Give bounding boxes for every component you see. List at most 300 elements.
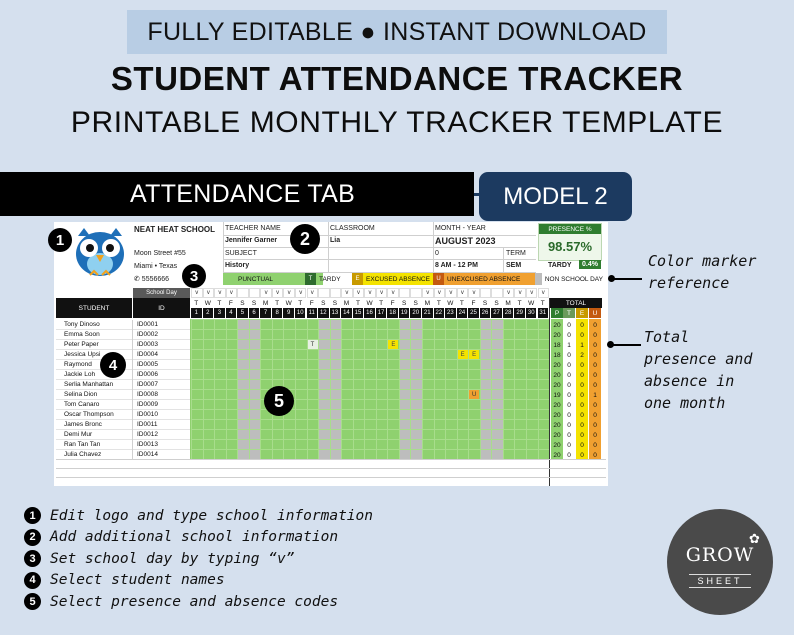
total-e-value: 0 xyxy=(580,361,584,369)
attendance-mark[interactable]: E xyxy=(458,350,468,359)
school-name[interactable]: NEAT HEAT SCHOOL xyxy=(134,225,216,234)
total-annotation: Total presence and absence in one month xyxy=(644,328,753,412)
day-column-header xyxy=(514,298,526,318)
total-t-value: 0 xyxy=(567,371,571,379)
day-number: 27 xyxy=(493,310,500,316)
total-u-value: 0 xyxy=(593,411,597,419)
school-day-cell[interactable]: v xyxy=(353,288,365,298)
total-p-value: 20 xyxy=(553,371,561,379)
top-banner: FULLY EDITABLE ● INSTANT DOWNLOAD xyxy=(127,10,667,54)
school-day-cell[interactable]: v xyxy=(468,288,480,298)
day-column-header xyxy=(457,298,469,318)
step-1 xyxy=(24,505,373,527)
total-u-header: U xyxy=(589,308,601,318)
school-day-cell[interactable] xyxy=(480,288,492,298)
total-p-value: 19 xyxy=(553,391,561,399)
school-day-cell[interactable]: v xyxy=(526,288,538,298)
total-u-value: 0 xyxy=(593,381,597,389)
school-day-cell[interactable] xyxy=(399,288,411,298)
student-id: ID0011 xyxy=(132,420,190,430)
day-number: 8 xyxy=(272,308,283,318)
school-day-cell[interactable]: v xyxy=(272,288,284,298)
day-number: 4 xyxy=(226,308,237,318)
total-t-value: 0 xyxy=(567,441,571,449)
weekday-label: M xyxy=(341,298,352,308)
day-number: 5 xyxy=(237,308,248,318)
bubble-3: 3 xyxy=(182,264,206,288)
student-id: ID0013 xyxy=(132,440,190,450)
student-id: ID0002 xyxy=(132,330,190,340)
student-name[interactable]: Peter Paper xyxy=(64,341,99,348)
school-day-cell[interactable]: v xyxy=(387,288,399,298)
total-p-value: 18 xyxy=(553,351,561,359)
total-u-value: 0 xyxy=(593,331,597,339)
student-row[interactable] xyxy=(56,440,190,450)
total-e-value: 2 xyxy=(580,351,584,359)
grid-hline xyxy=(191,439,549,440)
weekday-label: T xyxy=(191,298,202,308)
day-number: 9 xyxy=(283,308,294,318)
school-day-cell[interactable] xyxy=(237,288,249,298)
day-number: 10 xyxy=(296,310,304,316)
unexcused-code: U xyxy=(433,273,444,285)
day-column-header xyxy=(283,298,295,318)
grow-sheet-logo xyxy=(667,509,773,615)
attendance-mark[interactable]: T xyxy=(308,340,318,349)
owl-logo-icon[interactable] xyxy=(70,226,130,280)
day-column-header xyxy=(410,298,422,318)
school-day-cell[interactable]: v xyxy=(434,288,446,298)
excused-label: EXCUSED ABSENCE xyxy=(366,275,430,283)
school-day-cell[interactable]: v xyxy=(376,288,388,298)
total-e-value: 0 xyxy=(580,441,584,449)
grid-hline xyxy=(191,429,549,430)
total-u-value: 0 xyxy=(593,401,597,409)
attendance-mark[interactable]: E xyxy=(388,340,398,349)
month-value[interactable]: AUGUST 2023 xyxy=(435,236,496,246)
school-day-cell[interactable]: v xyxy=(295,288,307,298)
step-2-number: 2 xyxy=(24,529,41,546)
weekday-label: W xyxy=(283,298,294,308)
weekday-label: T xyxy=(295,298,306,308)
student-name[interactable]: Emma Soon xyxy=(64,331,100,338)
school-day-cell[interactable]: v xyxy=(226,288,238,298)
day-column-header xyxy=(480,298,492,318)
teacher-label: TEACHER NAME xyxy=(225,225,281,232)
grid-hline xyxy=(191,369,549,370)
sem-value[interactable]: SEM xyxy=(506,262,522,269)
step-5 xyxy=(24,591,373,613)
day-number: 13 xyxy=(331,310,339,316)
tardy-label: TARDY xyxy=(548,262,572,269)
total-t-value: 0 xyxy=(567,331,571,339)
weekday-label: F xyxy=(307,298,318,308)
day-column-header xyxy=(330,298,342,318)
total-e-value: 0 xyxy=(580,391,584,399)
tardy-legend-label: TARDY xyxy=(319,275,341,283)
unexcused-label: UNEXCUSED ABSENCE xyxy=(447,275,521,283)
school-day-cell[interactable]: v xyxy=(260,288,272,298)
day-column-header xyxy=(503,298,515,318)
school-day-cell[interactable] xyxy=(249,288,261,298)
day-column-header xyxy=(272,298,284,318)
total-t-value: 0 xyxy=(567,421,571,429)
step-4-text: Select student names xyxy=(50,572,225,589)
day-number: 15 xyxy=(354,310,362,316)
school-day-cell[interactable]: v xyxy=(307,288,319,298)
weekday-label: T xyxy=(376,298,387,308)
school-day-cell[interactable] xyxy=(410,288,422,298)
color-marker-pointer xyxy=(614,278,642,280)
step-4 xyxy=(24,570,373,592)
total-header: TOTAL xyxy=(550,298,602,308)
school-day-cell[interactable] xyxy=(318,288,330,298)
day-number: 1 xyxy=(191,308,202,318)
model-badge[interactable]: MODEL 2 xyxy=(479,172,632,221)
total-t-value: 0 xyxy=(567,451,571,459)
day-number: 20 xyxy=(412,310,420,316)
step-4-number: 4 xyxy=(24,572,41,589)
step-1-text: Edit logo and type school information xyxy=(50,507,374,524)
total-u-value: 0 xyxy=(593,321,597,329)
day-column-header xyxy=(237,298,249,318)
total-p-value: 20 xyxy=(553,441,561,449)
grid-hline xyxy=(191,389,549,390)
grid-hline xyxy=(191,329,549,330)
bubble-1: 1 xyxy=(48,228,72,252)
student-row[interactable] xyxy=(56,330,190,340)
non-school-label: NON SCHOOL DAY xyxy=(544,275,603,283)
student-name[interactable]: Serlia Manhattan xyxy=(64,381,114,388)
legend-excused xyxy=(352,273,433,285)
total-u-value: 0 xyxy=(593,341,597,349)
step-3 xyxy=(24,548,373,570)
weekday-label: S xyxy=(399,298,410,308)
school-day-cell[interactable]: v xyxy=(503,288,515,298)
school-day-cell[interactable]: v xyxy=(341,288,353,298)
student-id: ID0003 xyxy=(132,340,190,350)
total-e-value: 0 xyxy=(580,411,584,419)
day-column-header xyxy=(468,298,480,318)
total-e-value: 0 xyxy=(580,381,584,389)
blank-row-line xyxy=(56,468,606,469)
school-day-label: School Day xyxy=(133,288,190,298)
total-u-value: 0 xyxy=(593,421,597,429)
day-column-header xyxy=(260,298,272,318)
day-column-header xyxy=(214,298,226,318)
day-column-header xyxy=(538,298,550,318)
attendance-mark[interactable]: U xyxy=(469,390,479,399)
zero-value[interactable]: 0 xyxy=(435,250,439,257)
school-day-cell[interactable]: v xyxy=(283,288,295,298)
total-t-value: 0 xyxy=(567,361,571,369)
punctual-swatch xyxy=(223,273,235,285)
student-id: ID0010 xyxy=(132,410,190,420)
total-e-value: 0 xyxy=(580,451,584,459)
day-number: 17 xyxy=(377,310,385,316)
total-p-value: 20 xyxy=(553,361,561,369)
total-t-value: 0 xyxy=(567,391,571,399)
day-column-header xyxy=(341,298,353,318)
weekday-label: S xyxy=(480,298,491,308)
total-e-value: 0 xyxy=(580,331,584,339)
school-phone[interactable]: ✆ 5556666 xyxy=(134,276,170,283)
day-column-header xyxy=(491,298,503,318)
weekday-label: S xyxy=(410,298,421,308)
total-e-value: 1 xyxy=(580,341,584,349)
weekday-label: T xyxy=(434,298,445,308)
day-column-header xyxy=(226,298,238,318)
weekday-label: T xyxy=(538,298,549,308)
student-header: STUDENT xyxy=(56,298,132,318)
school-day-cell[interactable]: v xyxy=(457,288,469,298)
total-p-value: 20 xyxy=(553,401,561,409)
student-row[interactable] xyxy=(56,390,190,400)
student-row[interactable] xyxy=(56,380,190,390)
step-3-text: Set school day by typing “v” xyxy=(50,550,295,567)
day-number: 14 xyxy=(343,310,350,316)
legend-non-school xyxy=(535,273,606,285)
school-day-cell[interactable]: v xyxy=(203,288,215,298)
student-row[interactable] xyxy=(56,420,190,430)
bubble-4: 4 xyxy=(100,352,126,378)
student-name[interactable]: Julia Chavez xyxy=(64,451,102,458)
weekday-label: W xyxy=(445,298,456,308)
time-value[interactable]: 8 AM - 12 PM xyxy=(435,262,478,269)
total-e-value: 0 xyxy=(580,371,584,379)
step-1-number: 1 xyxy=(24,507,41,524)
student-name[interactable]: Demi Mur xyxy=(64,431,93,438)
student-id: ID0006 xyxy=(132,370,190,380)
grid-hline xyxy=(191,419,549,420)
blank-row-line xyxy=(56,477,606,478)
school-day-cell[interactable]: v xyxy=(422,288,434,298)
total-u-value: 0 xyxy=(593,371,597,379)
presence-box xyxy=(538,223,602,261)
day-column-header xyxy=(318,298,330,318)
school-day-cell[interactable]: v xyxy=(538,288,550,298)
student-id: ID0012 xyxy=(132,430,190,440)
student-id: ID0007 xyxy=(132,380,190,390)
day-number: 25 xyxy=(470,310,477,316)
weekday-label: S xyxy=(249,298,260,308)
day-number: 26 xyxy=(481,310,489,316)
presence-value: 98.57% xyxy=(547,239,593,254)
subject-value[interactable]: History xyxy=(225,262,250,269)
day-number: 7 xyxy=(260,308,271,318)
total-u-value: 1 xyxy=(593,391,597,399)
step-2 xyxy=(24,527,373,549)
weekday-label: T xyxy=(514,298,525,308)
brand-sheet: SHEET xyxy=(689,574,751,588)
total-u-value: 0 xyxy=(593,431,597,439)
grid-hline xyxy=(191,359,549,360)
total-p-header: P xyxy=(551,308,563,318)
day-number: 11 xyxy=(307,308,318,318)
weekday-label: S xyxy=(318,298,329,308)
tardy-code: T xyxy=(305,273,316,285)
subject-label: SUBJECT xyxy=(225,250,257,257)
student-id: ID0014 xyxy=(132,450,190,460)
day-column-header xyxy=(387,298,399,318)
student-id: ID0008 xyxy=(132,390,190,400)
day-number: 21 xyxy=(423,310,431,316)
grid-hline xyxy=(191,379,549,380)
student-row[interactable] xyxy=(56,410,190,420)
attendance-mark[interactable]: E xyxy=(469,350,479,359)
total-p-value: 20 xyxy=(553,321,561,329)
grid-hline xyxy=(191,399,549,400)
weekday-label: T xyxy=(214,298,225,308)
day-number: 12 xyxy=(319,310,327,316)
color-marker-annotation: Color marker reference xyxy=(648,252,757,292)
day-number: 23 xyxy=(447,310,454,316)
total-u-value: 0 xyxy=(593,441,597,449)
student-id: ID0005 xyxy=(132,360,190,370)
grid-hline xyxy=(191,339,549,340)
total-e-value: 0 xyxy=(580,431,584,439)
school-day-cell[interactable]: v xyxy=(214,288,226,298)
grid-hline xyxy=(191,349,549,350)
step-5-number: 5 xyxy=(24,593,41,610)
weekday-label: T xyxy=(353,298,364,308)
step-3-number: 3 xyxy=(24,550,41,567)
bubble-2: 2 xyxy=(290,224,320,254)
blank-row-line xyxy=(56,459,606,460)
student-name[interactable]: James Bronc xyxy=(64,421,102,428)
student-row[interactable] xyxy=(56,430,190,440)
student-id: ID0009 xyxy=(132,400,190,410)
flower-icon: ✿ xyxy=(749,531,760,546)
total-e-value: 0 xyxy=(580,421,584,429)
day-column-header xyxy=(295,298,307,318)
total-p-value: 20 xyxy=(553,381,561,389)
total-p-value: 20 xyxy=(553,421,561,429)
day-column-header xyxy=(434,298,446,318)
day-column-header xyxy=(191,298,203,318)
weekday-label: T xyxy=(272,298,283,308)
weekday-label: F xyxy=(226,298,237,308)
total-t-value: 0 xyxy=(567,411,571,419)
total-e-value: 0 xyxy=(580,321,584,329)
student-name[interactable]: Jessica Upsi xyxy=(64,351,101,358)
weekday-label: M xyxy=(422,298,433,308)
day-number: 30 xyxy=(527,310,535,316)
student-name[interactable]: Ran Tan Tan xyxy=(64,441,101,448)
non-school-swatch xyxy=(535,273,542,285)
total-p-value: 20 xyxy=(553,451,561,459)
student-row[interactable] xyxy=(56,320,190,330)
school-day-cell[interactable]: v xyxy=(445,288,457,298)
punctual-label: PUNCTUAL xyxy=(235,273,323,285)
day-column-header xyxy=(376,298,388,318)
day-number: 19 xyxy=(400,310,408,316)
total-e-header: E xyxy=(576,308,588,318)
classroom-value[interactable]: Lia xyxy=(330,237,341,244)
total-p-value: 20 xyxy=(553,411,561,419)
day-number: 28 xyxy=(504,310,512,316)
classroom-label: CLASSROOM xyxy=(330,225,375,232)
attendance-tab[interactable]: ATTENDANCE TAB xyxy=(0,172,474,216)
school-day-cell[interactable]: v xyxy=(364,288,376,298)
total-p-value: 20 xyxy=(553,431,561,439)
student-name[interactable]: Tom Canaro xyxy=(64,401,100,408)
weekday-label: F xyxy=(468,298,479,308)
student-name[interactable]: Tony Dinoso xyxy=(64,321,100,328)
school-address[interactable]: Moon Street #55 xyxy=(134,250,186,257)
day-column-header xyxy=(422,298,434,318)
school-day-cell[interactable] xyxy=(330,288,342,298)
grid-hline xyxy=(191,449,549,450)
school-city[interactable]: Miami • Texas xyxy=(134,263,178,270)
weekday-label: W xyxy=(526,298,537,308)
brand-grow: GROW xyxy=(685,544,755,566)
student-row[interactable] xyxy=(56,400,190,410)
weekday-label: W xyxy=(364,298,375,308)
legend-unexcused xyxy=(433,273,535,285)
total-t-value: 0 xyxy=(567,321,571,329)
student-name[interactable]: Oscar Thompson xyxy=(64,411,114,418)
day-column-header xyxy=(249,298,261,318)
day-number: 16 xyxy=(366,310,373,316)
day-column-header xyxy=(203,298,215,318)
total-t-value: 0 xyxy=(567,401,571,409)
legend-tardy xyxy=(305,273,352,285)
day-column-header xyxy=(399,298,411,318)
day-number: 18 xyxy=(389,310,396,316)
day-number: 31 xyxy=(539,310,547,316)
student-name[interactable]: Raymond xyxy=(64,361,92,368)
student-name[interactable]: Selina Dion xyxy=(64,391,98,398)
weekday-label: T xyxy=(457,298,468,308)
weekday-label: M xyxy=(260,298,271,308)
step-5-text: Select presence and absence codes xyxy=(50,593,339,610)
day-column-header xyxy=(445,298,457,318)
weekday-label: S xyxy=(491,298,502,308)
total-t-value: 0 xyxy=(567,431,571,439)
total-u-value: 0 xyxy=(593,361,597,369)
term-label: TERM xyxy=(506,250,526,257)
total-t-value: 0 xyxy=(567,351,571,359)
id-header: ID xyxy=(133,298,190,318)
total-u-value: 0 xyxy=(593,351,597,359)
student-name[interactable]: Jackie Loh xyxy=(64,371,96,378)
step-2-text: Add additional school information xyxy=(50,529,339,546)
weekday-label: W xyxy=(203,298,214,308)
school-day-cell[interactable]: v xyxy=(514,288,526,298)
page-subtitle: PRINTABLE MONTHLY TRACKER TEMPLATE xyxy=(70,106,724,139)
month-label: MONTH - YEAR xyxy=(435,225,486,232)
day-number: 3 xyxy=(214,308,225,318)
school-day-cell[interactable]: v xyxy=(191,288,203,298)
weekday-label: F xyxy=(387,298,398,308)
instruction-steps xyxy=(24,505,373,613)
day-number: 2 xyxy=(203,308,214,318)
teacher-value[interactable]: Jennifer Garner xyxy=(225,237,278,244)
school-day-cell[interactable] xyxy=(491,288,503,298)
day-column-header xyxy=(364,298,376,318)
weekday-label: M xyxy=(503,298,514,308)
student-row[interactable] xyxy=(56,340,190,350)
day-column-header xyxy=(307,298,319,318)
total-pointer xyxy=(613,344,641,346)
total-t-value: 1 xyxy=(567,341,571,349)
day-number: 22 xyxy=(435,310,443,316)
grid-hline xyxy=(191,319,549,320)
total-p-value: 20 xyxy=(553,331,561,339)
tardy-value: 0.4% xyxy=(579,260,601,269)
bubble-5: 5 xyxy=(264,386,294,416)
